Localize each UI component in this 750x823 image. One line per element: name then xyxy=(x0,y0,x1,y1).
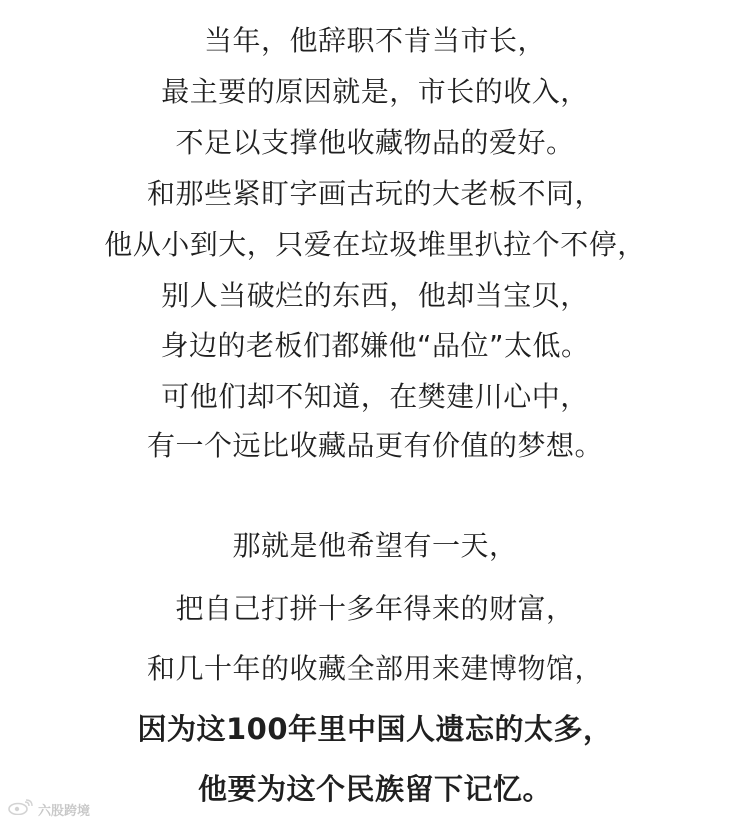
text-line: 当年，他辞职不肯当市长， xyxy=(203,24,546,57)
text-line: 和几十年的收藏全部用来建博物馆， xyxy=(146,652,603,685)
text-line: 有一个远比收藏品更有价值的梦想。 xyxy=(146,429,603,462)
text-line: 那就是他希望有一天， xyxy=(232,529,518,562)
watermark-text: 六股跨境 xyxy=(38,802,91,818)
watermark xyxy=(8,799,90,819)
emphasis-line: 他要为这个民族留下记忆。 xyxy=(197,772,552,806)
text-line: 可他们却不知道，在樊建川心中， xyxy=(161,380,589,413)
text-line: 不足以支撑他收藏物品的爱好。 xyxy=(175,126,575,159)
text-line: 和那些紧盯字画古玩的大老板不同， xyxy=(146,177,603,210)
text-line: 他从小到大，只爱在垃圾堆里扒拉个不停， xyxy=(104,228,646,261)
text-line: 最主要的原因就是，市长的收入， xyxy=(161,75,589,108)
text-line: 把自己打拼十多年得来的财富， xyxy=(175,592,575,625)
text-line: 身边的老板们都嫌他“品位”太低。 xyxy=(160,329,590,362)
emphasis-line: 因为这100年里中国人遗忘的太多， xyxy=(137,712,613,746)
text-line: 别人当破烂的东西，他却当宝贝， xyxy=(161,279,589,312)
weibo-logo-icon xyxy=(8,799,34,819)
